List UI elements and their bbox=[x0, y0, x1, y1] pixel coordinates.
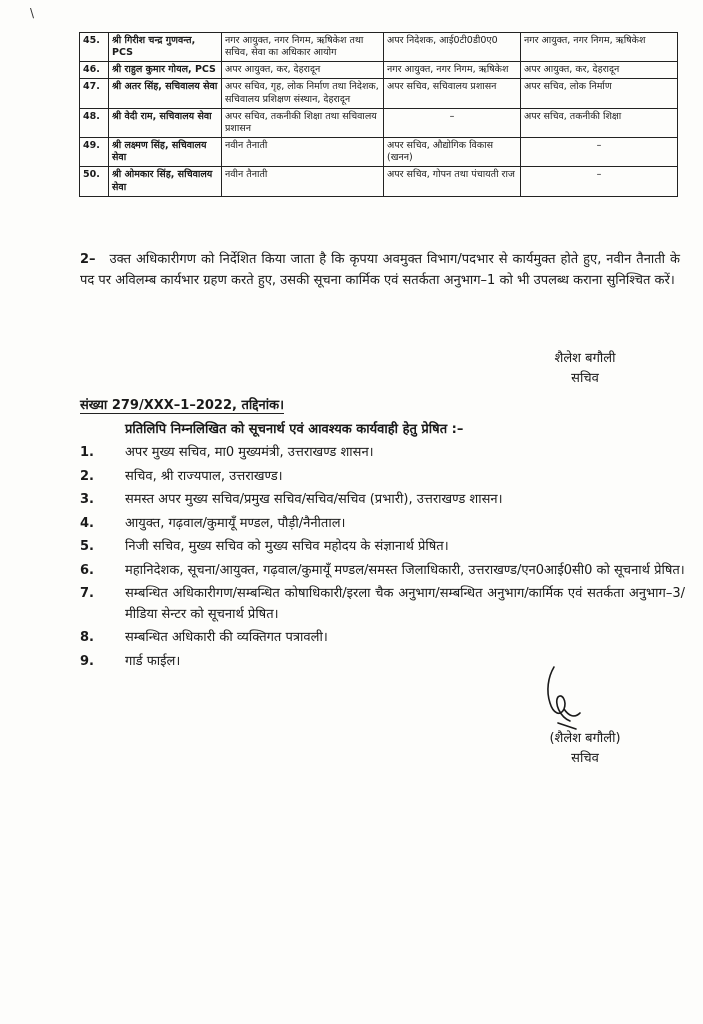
list-item-text: सम्बन्धित अधिकारी की व्यक्तिगत पत्रावली। bbox=[125, 630, 328, 646]
officers-table bbox=[79, 32, 678, 197]
list-item-text: समस्त अपर मुख्य सचिव/प्रमुख सचिव/सचिव/सचिव (प्रभारी), उत्तराखण्ड शासन। bbox=[125, 492, 503, 508]
copy-recipient-list bbox=[80, 443, 685, 675]
list-item bbox=[80, 584, 685, 625]
officer-name-cell: श्री राहुल कुमार गोयल, PCS bbox=[109, 62, 222, 79]
serial-number-cell: 48. bbox=[80, 108, 109, 137]
signatory-designation: सचिव bbox=[571, 751, 599, 767]
current-post-cell: अपर सचिव, गृह, लोक निर्माण तथा निदेशक, सचिवालय प्रशिक्षण संस्थान, देहरादून bbox=[222, 79, 384, 108]
relieved-from-cell: अपर सचिव, तकनीकी शिक्षा bbox=[521, 108, 678, 137]
top-mark: \ bbox=[30, 6, 35, 20]
serial-number-cell: 47. bbox=[80, 79, 109, 108]
reference-number: संख्या 279/XXX–1–2022, तद्दिनांक। bbox=[80, 395, 284, 414]
paragraph-text: उक्त अधिकारीगण को निर्देशित किया जाता है कि कृपया अवमुक्त विभाग/पदभार से कार्यमुक्त होते हुए, नवीन तैनाती के पद पर अविलम्ब कार्यभार ग्रहण करते हुए, उसकी सूचना कार्मिक एवं सतर्कता अनुभाग–1 को भी उपलब्ध कराना सुनिश्चित करें। bbox=[80, 252, 680, 288]
list-item bbox=[80, 514, 685, 535]
table-row bbox=[80, 167, 678, 196]
current-post-cell: अपर आयुक्त, कर, देहरादून bbox=[222, 62, 384, 79]
current-post-cell: अपर सचिव, तकनीकी शिक्षा तथा सचिवालय प्रशासन bbox=[222, 108, 384, 137]
list-item-text: सम्बन्धित अधिकारीगण/सम्बन्धित कोषाधिकारी/इरला चैक अनुभाग/सम्बन्धित अनुभाग/कार्मिक एवं सतर्कता अनुभाग–3/मीडिया सेन्टर को सूचनार्थ प्रेषित। bbox=[125, 586, 685, 622]
list-item-text: निजी सचिव, मुख्य सचिव को मुख्य सचिव महोदय के संज्ञानार्थ प्रेषित। bbox=[125, 539, 449, 555]
list-item-text: सचिव, श्री राज्यपाल, उत्तराखण्ड। bbox=[125, 468, 283, 484]
list-item-number: 5. bbox=[80, 539, 94, 555]
current-post-cell: नवीन तैनाती bbox=[222, 138, 384, 167]
list-item-number: 9. bbox=[80, 653, 94, 669]
signature-block-top bbox=[530, 349, 640, 389]
paragraph-number: 2– bbox=[80, 252, 96, 267]
officer-name-cell: श्री अतर सिंह, सचिवालय सेवा bbox=[109, 79, 222, 108]
list-item-number: 8. bbox=[80, 630, 94, 646]
officers-table-body bbox=[80, 33, 678, 197]
copy-heading: प्रतिलिपि निम्नलिखित को सूचनार्थ एवं आवश्यक कार्यवाही हेतु प्रेषित :– bbox=[125, 422, 464, 437]
instruction-paragraph bbox=[80, 250, 680, 292]
list-item-text: आयुक्त, गढ़वाल/कुमायूँ मण्डल, पौड़ी/नैनीताल। bbox=[125, 515, 346, 531]
list-item bbox=[80, 443, 685, 464]
new-post-cell: अपर सचिव, सचिवालय प्रशासन bbox=[384, 79, 521, 108]
serial-number-cell: 46. bbox=[80, 62, 109, 79]
officer-name-cell: श्री गिरीश चन्द्र गुणवन्त, PCS bbox=[109, 33, 222, 62]
table-row bbox=[80, 33, 678, 62]
new-post-cell: अपर सचिव, औद्योगिक विकास (खनन) bbox=[384, 138, 521, 167]
signatory-designation: सचिव bbox=[571, 371, 599, 387]
officer-name-cell: श्री ओमकार सिंह, सचिवालय सेवा bbox=[109, 167, 222, 196]
list-item-number: 1. bbox=[80, 445, 94, 460]
table-row bbox=[80, 108, 678, 137]
list-item-text: अपर मुख्य सचिव, मा0 मुख्यमंत्री, उत्तराखण्ड शासन। bbox=[125, 445, 374, 460]
list-item-number: 4. bbox=[80, 515, 94, 531]
serial-number-cell: 45. bbox=[80, 33, 109, 62]
table-row bbox=[80, 79, 678, 108]
list-item-text: गार्ड फाईल। bbox=[125, 653, 181, 669]
signatory-name: शैलेश बगौली bbox=[554, 351, 616, 366]
current-post-cell: नवीन तैनाती bbox=[222, 167, 384, 196]
handwritten-signature bbox=[540, 663, 585, 733]
new-post-cell: अपर निदेशक, आई0टी0डी0ए0 bbox=[384, 33, 521, 62]
list-item-number: 3. bbox=[80, 492, 94, 508]
new-post-cell: – bbox=[384, 108, 521, 137]
list-item-number: 2. bbox=[80, 468, 94, 484]
officer-name-cell: श्री वेदी राम, सचिवालय सेवा bbox=[109, 108, 222, 137]
list-item-number: 6. bbox=[80, 562, 94, 578]
relieved-from-cell: – bbox=[521, 167, 678, 196]
signature-block-bottom bbox=[520, 729, 650, 769]
list-item-number: 7. bbox=[80, 586, 94, 602]
relieved-from-cell: अपर सचिव, लोक निर्माण bbox=[521, 79, 678, 108]
table-row bbox=[80, 62, 678, 79]
relieved-from-cell: – bbox=[521, 138, 678, 167]
list-item bbox=[80, 467, 685, 488]
relieved-from-cell: अपर आयुक्त, कर, देहरादून bbox=[521, 62, 678, 79]
serial-number-cell: 50. bbox=[80, 167, 109, 196]
list-item bbox=[80, 537, 685, 558]
list-item-text: महानिदेशक, सूचना/आयुक्त, गढ़वाल/कुमायूँ मण्डल/समस्त जिलाधिकारी, उत्तराखण्ड/एन0आई0सी0 को सूचनार्थ प्रेषित। bbox=[125, 562, 685, 578]
current-post-cell: नगर आयुक्त, नगर निगम, ऋषिकेश तथा सचिव, सेवा का अधिकार आयोग bbox=[222, 33, 384, 62]
list-item bbox=[80, 561, 685, 582]
list-item bbox=[80, 490, 685, 511]
list-item bbox=[80, 652, 685, 673]
officer-name-cell: श्री लक्ष्मण सिंह, सचिवालय सेवा bbox=[109, 138, 222, 167]
new-post-cell: नगर आयुक्त, नगर निगम, ऋषिकेश bbox=[384, 62, 521, 79]
serial-number-cell: 49. bbox=[80, 138, 109, 167]
signatory-name: (शैलेश बगौली) bbox=[549, 731, 621, 746]
table-row bbox=[80, 138, 678, 167]
relieved-from-cell: नगर आयुक्त, नगर निगम, ऋषिकेश bbox=[521, 33, 678, 62]
list-item bbox=[80, 628, 685, 649]
new-post-cell: अपर सचिव, गोपन तथा पंचायती राज bbox=[384, 167, 521, 196]
